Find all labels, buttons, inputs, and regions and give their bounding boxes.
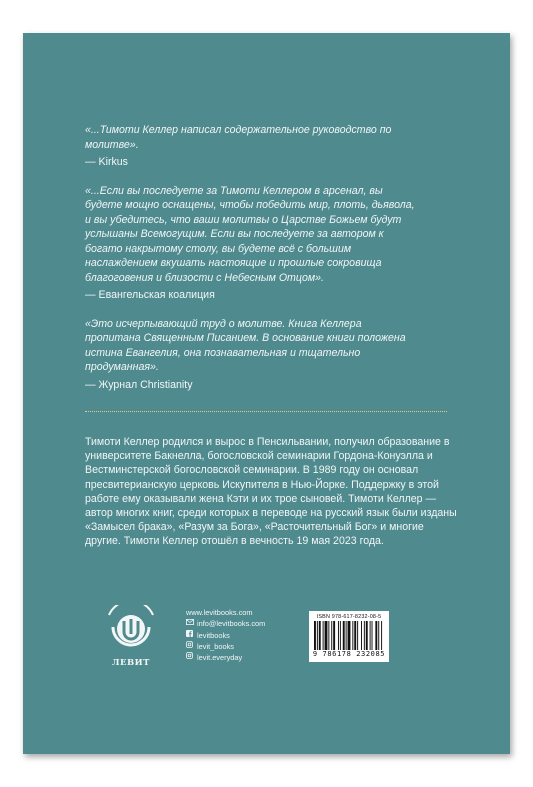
barcode-stripe: [354, 621, 356, 650]
quote-text: «Это исчерпывающий труд о молитве. Книга Келлера пропитана Священным Писанием. В основание книги положена истина Евангелия, она познавательная и тщательно продуманная».: [85, 317, 406, 373]
barcode-stripe: [314, 621, 316, 650]
instagram-link[interactable]: levit.everyday: [197, 653, 243, 663]
email-link[interactable]: info@levitbooks.com: [197, 619, 266, 629]
barcode-stripe: [317, 621, 318, 650]
website-link[interactable]: www.levitbooks.com: [186, 608, 253, 617]
author-bio: Тимоти Келлер родился и вырос в Пенсильвании, получил образование в университете Бакнелла, богословской семинарии Гордона-Конуэлла и Вестминстерской богословской семинарии. В 1989 году он основал пресвитерианскую церковь Искупителя в Нью-Йорке. Поддержку в этой работе ему оказывали жена Кэти и их трое сыновей. Тимоти Келлер — автор многих книг, среди которых в переводе на русский язык были изданы «Замысел брака», «Разум за Бога», «Расточительный Бог» и многие другие. Тимоти Келлер отошёл в вечность 19 мая 2023 года.: [85, 436, 457, 548]
barcode-stripe: [375, 621, 377, 650]
barcode-stripe: [370, 621, 371, 650]
quote-block: [85, 123, 415, 170]
publisher-contacts: [186, 607, 265, 663]
barcode-stripe: [381, 621, 382, 650]
facebook-link[interactable]: levitbooks: [197, 630, 230, 640]
barcode-stripe: [323, 621, 324, 650]
quote-text: «...Тимоти Келлер написал содержательное руководство по молитве».: [85, 124, 392, 151]
instagram-row[interactable]: [186, 641, 265, 652]
barcode-stripe: [364, 621, 365, 650]
instagram-link[interactable]: levit_books: [197, 641, 234, 651]
quote-source: — Евангельская коалиция: [85, 289, 215, 301]
barcode-stripe: [378, 621, 379, 650]
barcode-stripe: [328, 621, 329, 650]
quote-block: [85, 317, 415, 393]
book-back-cover: [23, 33, 510, 754]
levit-logo-icon: [103, 605, 159, 657]
quote-text: «...Если вы последуете за Тимоти Келлером в арсенал, вы будете мощно оснащены, чтобы победить мир, плоть, дьявола, и вы убедитесь, что ваши молитвы о Царстве Божьем будут услышаны Всемогущим. Если вы последуете за автором к богато накрытому столу, вы будете всё с большим наслаждением вкушать настоящие и прошлые сокровища благоговения и близости с Небесным Отцом».: [85, 184, 415, 284]
instagram-icon: [186, 652, 195, 663]
barcode-stripe: [331, 621, 332, 650]
dotted-divider: [85, 411, 447, 412]
barcode-stripe: [348, 621, 351, 650]
quote-source: — Kirkus: [85, 156, 128, 168]
instagram-icon: [186, 641, 195, 652]
facebook-icon: [186, 630, 195, 641]
website-row[interactable]: [186, 607, 265, 618]
quote-block: [85, 184, 415, 303]
ean-digits: 9 786178 232085: [312, 650, 386, 658]
barcode-stripe: [343, 621, 345, 650]
publisher-logo: [103, 605, 159, 668]
email-row[interactable]: [186, 618, 265, 629]
instagram-row[interactable]: [186, 652, 265, 663]
isbn-barcode: [309, 611, 389, 662]
barcode-stripe: [346, 621, 347, 650]
quote-source: — Журнал Christianity: [85, 378, 193, 391]
barcode-stripe: [338, 621, 339, 650]
barcode-stripe: [340, 621, 341, 650]
barcode-bars-icon: [314, 621, 384, 650]
isbn-text: ISBN 978-617-8232-08-5: [316, 614, 382, 620]
publisher-name: ЛЕВИТ: [111, 658, 151, 668]
barcode-stripe: [325, 621, 328, 650]
barcode-stripe: [366, 621, 368, 650]
review-quotes: [85, 123, 415, 406]
barcode-stripe: [319, 621, 321, 650]
barcode-stripe: [357, 621, 358, 650]
barcode-stripe: [361, 621, 362, 650]
barcode-stripe: [352, 621, 353, 650]
envelope-icon: [186, 618, 195, 629]
barcode-stripe: [372, 621, 373, 650]
barcode-stripe: [333, 621, 335, 650]
facebook-row[interactable]: [186, 630, 265, 641]
